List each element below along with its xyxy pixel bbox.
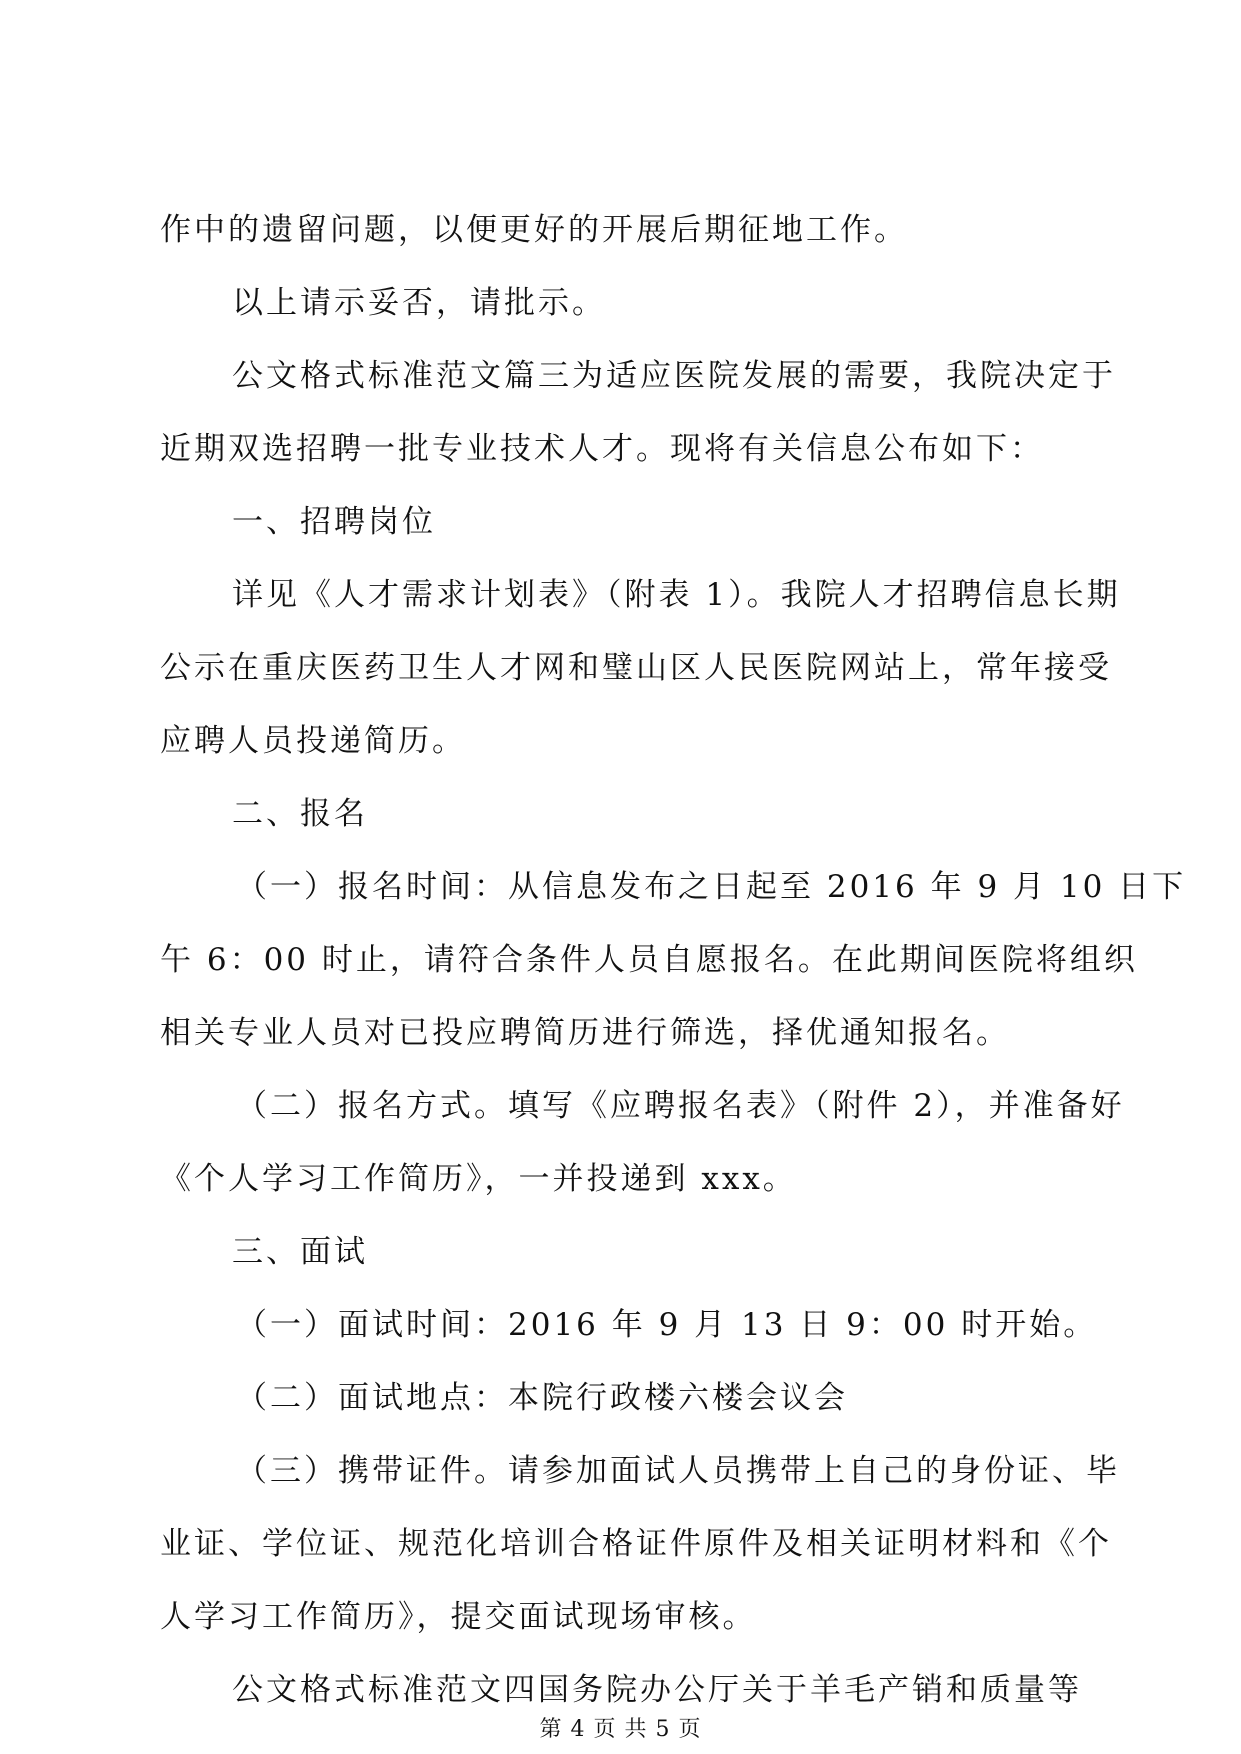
body-line-8: 应聘人员投递简历。 (160, 723, 466, 759)
section-heading-2: 二、报名 (232, 796, 368, 832)
section-heading-3: 三、面试 (232, 1234, 368, 1270)
body-line-17: （二）面试地点：本院行政楼六楼会议会 (236, 1380, 848, 1416)
body-line-20: 人学习工作简历》，提交面试现场审核。 (160, 1599, 757, 1635)
body-line-12: 相关专业人员对已投应聘简历进行筛选，择优通知报名。 (160, 1015, 1010, 1051)
body-line-7: 公示在重庆医药卫生人才网和璧山区人民医院网站上，常年接受 (160, 650, 1112, 686)
body-line-2: 以上请示妥否，请批示。 (232, 285, 606, 321)
body-line-11: 午 6：00 时止，请符合条件人员自愿报名。在此期间医院将组织 (160, 942, 1138, 978)
body-line-14: 《个人学习工作简历》，一并投递到 xxx。 (160, 1161, 797, 1197)
body-line-4: 近期双选招聘一批专业技术人才。现将有关信息公布如下： (160, 431, 1044, 467)
body-line-1: 作中的遗留问题，以便更好的开展后期征地工作。 (160, 212, 908, 248)
body-line-13: （二）报名方式。填写《应聘报名表》（附件 2），并准备好 (236, 1088, 1125, 1124)
body-line-19: 业证、学位证、规范化培训合格证件原件及相关证明材料和《个 (160, 1526, 1112, 1562)
body-line-10: （一）报名时间：从信息发布之日起至 2016 年 9 月 10 日下 (236, 869, 1187, 905)
body-line-18: （三）携带证件。请参加面试人员携带上自己的身份证、毕 (236, 1453, 1120, 1489)
body-line-16: （一）面试时间：2016 年 9 月 13 日 9：00 时开始。 (236, 1307, 1098, 1343)
body-line-3: 公文格式标准范文篇三为适应医院发展的需要，我院决定于 (232, 358, 1116, 394)
body-line-6: 详见《人才需求计划表》（附表 1）。我院人才招聘信息长期 (232, 577, 1121, 613)
page-footer: 第 4 页 共 5 页 (539, 1717, 702, 1742)
body-line-21: 公文格式标准范文四国务院办公厅关于羊毛产销和质量等 (232, 1672, 1082, 1708)
section-heading-1: 一、招聘岗位 (232, 504, 436, 540)
